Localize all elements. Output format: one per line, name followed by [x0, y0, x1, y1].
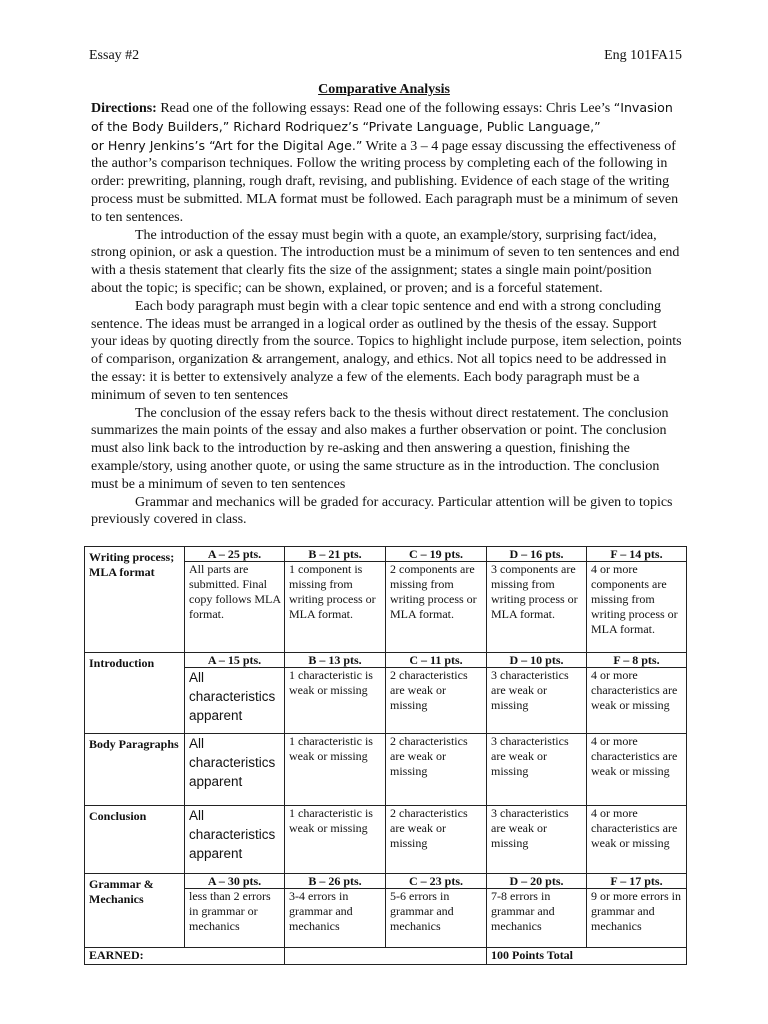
- rubric-cell: less than 2 errors in grammar or mechanics: [185, 889, 285, 948]
- directions-text-a: Read one of the following essays: Read one of the following essays: Chris Lee’s: [156, 101, 614, 116]
- rubric-cell: 9 or more errors in grammar and mechanics: [587, 889, 687, 948]
- grade-header: F – 8 pts.: [587, 653, 687, 668]
- rubric-cell: 4 or more characteristics are weak or missing: [587, 806, 687, 874]
- rubric-cell: All parts are submitted. Final copy follows MLA format.: [185, 562, 285, 653]
- rubric-cell: All characteristics apparent: [185, 806, 285, 874]
- page-title: Comparative Analysis: [318, 82, 450, 97]
- earned-label: EARNED:: [85, 948, 285, 965]
- grade-header: A – 15 pts.: [185, 653, 285, 668]
- grade-header: A – 30 pts.: [185, 874, 285, 889]
- rubric-cell: 2 characteristics are weak or missing: [386, 668, 487, 734]
- body-paragraph-instructions: Each body paragraph must begin with a clear topic sentence and end with a strong concluding sentence. The ideas must be arranged in a logical order as outlined by the thesis of the essay. Support your ideas by quoting directly from the source. Topics to highlight include purpose, item selection, points of comparison, organization & arrangement, analogy, and ethics. Not all topics need to be addressed in the essay: it is better to extensively analyze a few of the elements. Each body paragraph must be a minimum of seven to ten sentences: [91, 298, 682, 403]
- grade-header: C – 11 pts.: [386, 653, 487, 668]
- rubric-cell: All characteristics apparent: [185, 734, 285, 806]
- rubric-cell: 1 characteristic is weak or missing: [285, 806, 386, 874]
- rubric-cell: 7-8 errors in grammar and mechanics: [487, 889, 587, 948]
- rubric-grade-header-row: [85, 653, 687, 668]
- document-body: [91, 99, 684, 529]
- rubric-cell: 4 or more characteristics are weak or missing: [587, 734, 687, 806]
- directions-text-b: “Invasion of the Body Builders,” Richard Rodriquez’s “Private Language, Public Language,”: [91, 100, 673, 134]
- rubric-cell: 2 characteristics are weak or missing: [386, 734, 487, 806]
- rubric-cell: 1 characteristic is weak or missing: [285, 668, 386, 734]
- rubric-cell: 3 characteristics are weak or missing: [487, 806, 587, 874]
- grammar-paragraph: Grammar and mechanics will be graded for accuracy. Particular attention will be given to topics previously covered in class.: [91, 494, 673, 528]
- rubric-row: [85, 806, 687, 874]
- grade-header: B – 13 pts.: [285, 653, 386, 668]
- grade-header: D – 20 pts.: [487, 874, 587, 889]
- rubric-cell: 4 or more components are missing from writing process or MLA format.: [587, 562, 687, 653]
- conclusion-paragraph: The conclusion of the essay refers back to the thesis without direct restatement. The conclusion summarizes the main points of the essay and also makes a further observation or point. The conclusion must also link back to the introduction by re-asking and then answering a question, finishing the example/story, using another quote, or using the same structure as in the introduction. The conclusion must be a minimum of seven to ten sentences: [91, 405, 669, 492]
- rubric-cell: All characteristics apparent: [185, 668, 285, 734]
- header-essay-number: Essay #2: [89, 48, 140, 63]
- rubric-cell: 3 characteristics are weak or missing: [487, 734, 587, 806]
- rubric-cell: 1 component is missing from writing process or MLA format.: [285, 562, 386, 653]
- introduction-paragraph: The introduction of the essay must begin with a quote, an example/story, surprising fact/idea, strong opinion, or ask a question. The introduction must be a minimum of seven to ten sentences and end with a thesis statement that clearly fits the size of the assignment; states a single main point/position about the topic; is specific; can be shown, explained, or proven; and is a forceful statement.: [91, 227, 680, 296]
- rubric-row-label: Conclusion: [85, 806, 185, 874]
- rubric-grade-header-row: [85, 547, 687, 562]
- rubric-cell: 2 characteristics are weak or missing: [386, 806, 487, 874]
- grading-rubric-table: [84, 546, 687, 965]
- rubric-row-label: Body Paragraphs: [85, 734, 185, 806]
- grade-header: B – 26 pts.: [285, 874, 386, 889]
- directions-text-c: or Henry Jenkins’s “Art for the Digital Age.”: [91, 137, 363, 153]
- points-total-label: 100 Points Total: [487, 948, 687, 965]
- grade-header: F – 17 pts.: [587, 874, 687, 889]
- rubric-row-label: Grammar & Mechanics: [85, 874, 185, 948]
- directions-paragraph: [91, 99, 684, 227]
- grade-header: B – 21 pts.: [285, 547, 386, 562]
- rubric-cell: 1 characteristic is weak or missing: [285, 734, 386, 806]
- header-course-code: Eng 101FA15: [604, 48, 682, 63]
- directions-text-d: Write a 3 – 4 page essay discussing the effectiveness of the author’s comparison techniques. Follow the writing process by completing each of the following in order: prewriting, planning, rough draft, revising, and publishing. Evidence of each stage of the writing process must be submitted. MLA format must be followed. Each paragraph must be a minimum of seven to ten sentences.: [91, 138, 679, 225]
- rubric-cell: 2 components are missing from writing process or MLA format.: [386, 562, 487, 653]
- rubric-row-label: Introduction: [85, 653, 185, 734]
- grade-header: A – 25 pts.: [185, 547, 285, 562]
- rubric-cell: 5-6 errors in grammar and mechanics: [386, 889, 487, 948]
- grade-header: C – 19 pts.: [386, 547, 487, 562]
- grade-header: D – 10 pts.: [487, 653, 587, 668]
- rubric-cell: 3 characteristics are weak or missing: [487, 668, 587, 734]
- rubric-cell: 3 components are missing from writing process or MLA format.: [487, 562, 587, 653]
- rubric-row: [85, 734, 687, 806]
- earned-row: [85, 948, 687, 965]
- rubric-cell: 4 or more characteristics are weak or missing: [587, 668, 687, 734]
- rubric-cell: 3-4 errors in grammar and mechanics: [285, 889, 386, 948]
- grade-header: D – 16 pts.: [487, 547, 587, 562]
- directions-label: Directions:: [91, 101, 157, 116]
- earned-score-field: [285, 948, 487, 965]
- rubric-row-label: Writing process; MLA format: [85, 547, 185, 653]
- grade-header: C – 23 pts.: [386, 874, 487, 889]
- rubric-grade-header-row: [85, 874, 687, 889]
- grade-header: F – 14 pts.: [587, 547, 687, 562]
